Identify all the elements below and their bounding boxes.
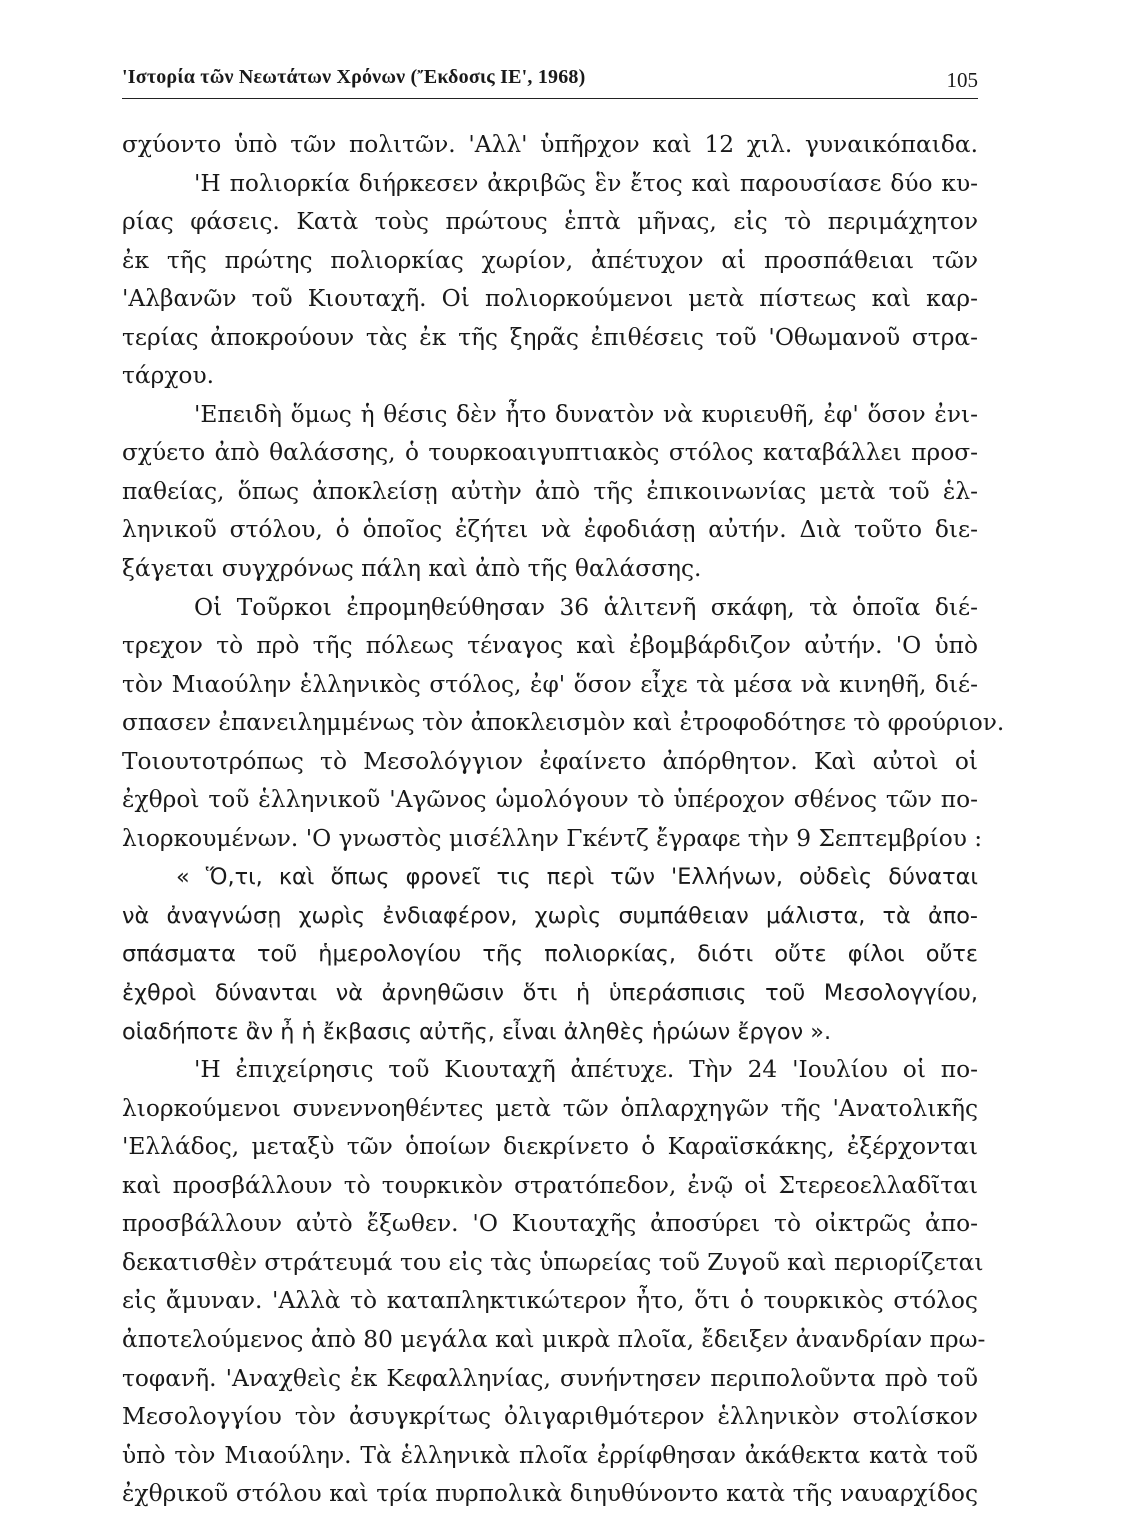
quote-line: ἐχθροὶ δύνανται νὰ ἀρνηθῶσιν ὅτι ἡ ὑπεράσπισις τοῦ Μεσολογγίου,	[122, 980, 978, 1007]
text-line: Οἱ Τοῦρκοι ἐπρομηθεύθησαν 36 ἁλιτενῆ σκάφη, τὰ ὁποῖα διέ-	[194, 593, 978, 621]
text-line: ἐχθρικοῦ στόλου καὶ τρία πυρπολικὰ διηυθύνοντο κατὰ τῆς ναυαρχίδος	[122, 1480, 978, 1508]
text-line: 'Αλβανῶν τοῦ Κιουταχῆ. Οἱ πολιορκούμενοι μετὰ πίστεως καὶ καρ-	[122, 285, 978, 313]
quote-line: νὰ ἀναγνώσῃ χωρὶς ἐνδιαφέρον, χωρὶς συμπάθειαν μάλιστα, τὰ ἀπο-	[122, 902, 978, 929]
text-line: ἀποτελούμενος ἀπὸ 80 μεγάλα καὶ μικρὰ πλοῖα, ἔδειξεν ἀνανδρίαν πρω-	[122, 1325, 986, 1353]
body-text	[122, 126, 1005, 1514]
text-line: ἐκ τῆς πρώτης πολιορκίας χωρίον, ἀπέτυχον αἱ προσπάθειαι τῶν	[122, 246, 978, 274]
text-line: τρεχον τὸ πρὸ τῆς πόλεως τέναγος καὶ ἐβομβάρδιζον αὐτήν. 'Ο ὑπὸ	[122, 632, 978, 660]
text-line: προσβάλλουν αὐτὸ ἔξωθεν. 'Ο Κιουταχῆς ἀποσύρει τὸ οἰκτρῶς ἀπο-	[122, 1210, 978, 1238]
text-line: σχύετο ἀπὸ θαλάσσης, ὁ τουρκοαιγυπτιακὸς στόλος καταβάλλει προσ-	[122, 439, 978, 467]
text-line: 'Ελλάδος, μεταξὺ τῶν ὁποίων διεκρίνετο ὁ Καραϊσκάκης, ἐξέρχονται	[122, 1133, 978, 1161]
text-line: καὶ προσβάλλουν τὸ τουρκικὸν στρατόπεδον, ἐνῷ οἱ Στερεοελλαδῖται	[122, 1171, 978, 1199]
text-line: Μεσολογγίου τὸν ἀσυγκρίτως ὀλιγαριθμότερον ἑλληνικὸν στολίσκον	[122, 1403, 978, 1431]
text-line: δεκατισθὲν στράτευμά του εἰς τὰς ὑπωρείας τοῦ Ζυγοῦ καὶ περιορίζεται	[122, 1248, 984, 1276]
text-line: τοφανῆ. 'Αναχθεὶς ἐκ Κεφαλληνίας, συνήντησεν περιπολοῦντα πρὸ τοῦ	[122, 1364, 978, 1392]
text-line: ξάγεται συγχρόνως πάλη καὶ ἀπὸ τῆς θαλάσσης.	[122, 555, 702, 583]
text-line: λιορκούμενοι συνεννοηθέντες μετὰ τῶν ὁπλαρχηγῶν τῆς 'Ανατολικῆς	[122, 1094, 978, 1122]
text-line: λιορκουμένων. 'Ο γνωστὸς μισέλλην Γκέντζ ἔγραφε τὴν 9 Σεπτεμβρίου :	[122, 824, 983, 852]
text-line: τάρχου.	[122, 362, 215, 390]
text-line: σχύοντο ὑπὸ τῶν πολιτῶν. 'Αλλ' ὑπῆρχον καὶ 12 χιλ. γυναικόπαιδα.	[122, 131, 978, 158]
running-title: 'Ιστορία τῶν Νεωτάτων Χρόνων (Ἔκδοσις ΙΕ', 1968)	[122, 66, 586, 88]
text-line: 'Επειδὴ ὅμως ἡ θέσις δὲν ἦτο δυνατὸν νὰ κυριευθῆ, ἐφ' ὅσον ἐνι-	[194, 400, 978, 428]
quote-line: οἱαδήποτε ἂν ἦ ἡ ἔκβασις αὐτῆς, εἶναι ἀληθὲς ἡρώων ἔργον ».	[122, 1018, 832, 1045]
text-line: ἐχθροὶ τοῦ ἑλληνικοῦ 'Αγῶνος ὡμολόγουν τὸ ὑπέροχον σθένος τῶν πο-	[122, 786, 978, 814]
text-line: 'Η πολιορκία διήρκεσεν ἀκριβῶς ἓν ἔτος καὶ παρουσίασε δύο κυ-	[194, 169, 978, 197]
text-line: ληνικοῦ στόλου, ὁ ὁποῖος ἐζήτει νὰ ἐφοδιάσῃ αὐτήν. Διὰ τοῦτο διε-	[122, 516, 978, 544]
text-line: τερίας ἀποκρούουν τὰς ἐκ τῆς ξηρᾶς ἐπιθέσεις τοῦ 'Οθωμανοῦ στρα-	[122, 323, 978, 351]
quote-line: « Ὅ,τι, καὶ ὅπως φρονεῖ τις περὶ τῶν 'Ελλήνων, οὐδεὶς δύναται	[176, 864, 978, 891]
text-line: ρίας φάσεις. Κατὰ τοὺς πρώτους ἑπτὰ μῆνας, εἰς τὸ περιμάχητον	[122, 208, 978, 236]
page-number: 105	[946, 68, 978, 92]
text-line: παθείας, ὅπως ἀποκλείσῃ αὐτὴν ἀπὸ τῆς ἐπικοινωνίας μετὰ τοῦ ἑλ-	[122, 477, 978, 505]
text-line: Τοιουτοτρόπως τὸ Μεσολόγγιον ἐφαίνετο ἀπόρθητον. Καὶ αὐτοὶ οἱ	[122, 747, 978, 775]
text-line: σπασεν ἐπανειλημμένως τὸν ἀποκλεισμὸν καὶ ἐτροφοδότησε τὸ φρούριον.	[122, 709, 1005, 737]
text-line: τὸν Μιαούλην ἑλληνικὸς στόλος, ἐφ' ὅσον εἶχε τὰ μέσα νὰ κινηθῆ, διέ-	[122, 670, 978, 698]
text-line: εἰς ἄμυναν. 'Αλλὰ τὸ καταπληκτικώτερον ἦτο, ὅτι ὁ τουρκικὸς στόλος	[122, 1287, 978, 1315]
page-header	[122, 62, 978, 99]
quote-line: σπάσματα τοῦ ἡμερολογίου τῆς πολιορκίας, διότι οὔτε φίλοι οὔτε	[122, 941, 978, 968]
text-line: ὑπὸ τὸν Μιαούλην. Τὰ ἑλληνικὰ πλοῖα ἐρρίφθησαν ἀκάθεκτα κατὰ τοῦ	[122, 1441, 978, 1469]
text-line: 'Η ἐπιχείρησις τοῦ Κιουταχῆ ἀπέτυχε. Τὴν 24 'Ιουλίου οἱ πο-	[194, 1056, 978, 1084]
